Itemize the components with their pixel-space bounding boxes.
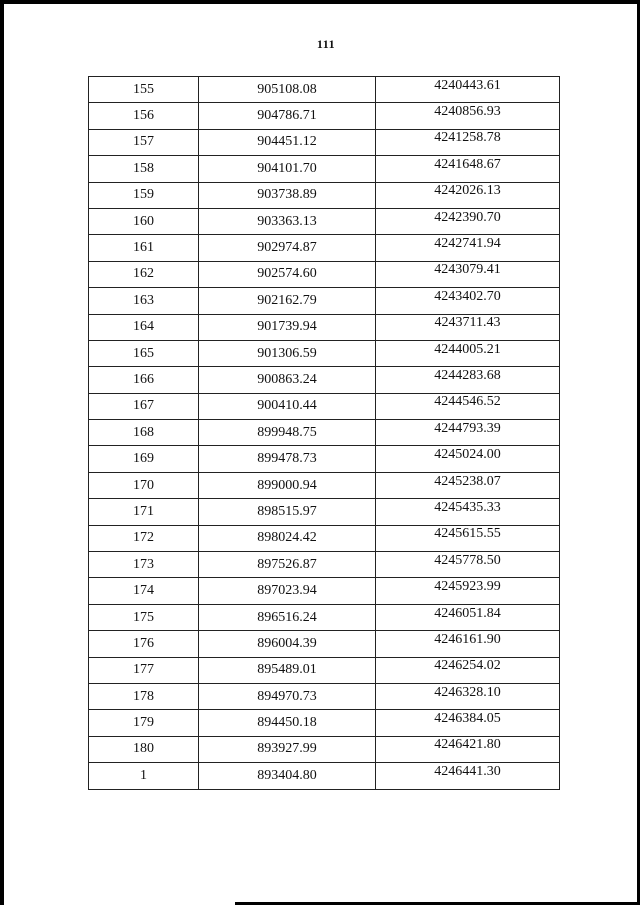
y-coordinate-cell (376, 156, 560, 182)
y-coordinate-cell (376, 499, 560, 525)
x-coordinate-cell: 897023.94 (199, 578, 376, 604)
point-number-cell: 165 (89, 340, 199, 366)
y-coordinate-value: 4245615.55 (434, 526, 501, 542)
y-coordinate-cell (376, 208, 560, 234)
point-number-cell: 170 (89, 472, 199, 498)
x-coordinate-cell: 903738.89 (199, 182, 376, 208)
y-coordinate-value: 4242026.13 (434, 183, 501, 199)
point-number-cell: 172 (89, 525, 199, 551)
y-coordinate-value: 4246161.90 (434, 631, 501, 647)
table-row (89, 657, 560, 683)
point-number-cell: 179 (89, 710, 199, 736)
y-coordinate-cell (376, 683, 560, 709)
x-coordinate-cell: 894970.73 (199, 683, 376, 709)
table-row (89, 631, 560, 657)
point-number-cell: 167 (89, 393, 199, 419)
scan-border-top (0, 0, 640, 4)
table-row (89, 736, 560, 762)
y-coordinate-cell (376, 129, 560, 155)
y-coordinate-cell (376, 182, 560, 208)
table-row (89, 261, 560, 287)
y-coordinate-cell (376, 710, 560, 736)
table-row (89, 420, 560, 446)
point-number-cell: 1 (89, 763, 199, 789)
y-coordinate-value: 4244005.21 (434, 341, 501, 357)
y-coordinate-value: 4245778.50 (434, 552, 501, 568)
y-coordinate-cell (376, 77, 560, 103)
y-coordinate-value: 4244793.39 (434, 420, 501, 436)
page-number: 111 (316, 37, 336, 51)
point-number-cell: 157 (89, 129, 199, 155)
scan-border-left (0, 0, 4, 905)
point-number-cell: 178 (89, 683, 199, 709)
y-coordinate-cell (376, 103, 560, 129)
y-coordinate-value: 4242741.94 (434, 236, 501, 252)
table-row (89, 235, 560, 261)
y-coordinate-cell (376, 420, 560, 446)
table-row (89, 683, 560, 709)
x-coordinate-cell: 894450.18 (199, 710, 376, 736)
y-coordinate-cell (376, 314, 560, 340)
point-number-cell: 163 (89, 288, 199, 314)
table-row (89, 578, 560, 604)
y-coordinate-value: 4244546.52 (434, 394, 501, 410)
x-coordinate-cell: 899000.94 (199, 472, 376, 498)
point-number-cell: 173 (89, 552, 199, 578)
point-number-cell: 161 (89, 235, 199, 261)
table-row (89, 156, 560, 182)
y-coordinate-cell (376, 657, 560, 683)
y-coordinate-cell (376, 367, 560, 393)
y-coordinate-value: 4246421.80 (434, 737, 501, 753)
point-number-cell: 177 (89, 657, 199, 683)
table-row (89, 763, 560, 789)
y-coordinate-value: 4240443.61 (434, 77, 501, 93)
y-coordinate-cell (376, 235, 560, 261)
point-number-cell: 162 (89, 261, 199, 287)
point-number-cell: 176 (89, 631, 199, 657)
y-coordinate-cell (376, 288, 560, 314)
y-coordinate-value: 4245923.99 (434, 579, 501, 595)
table-row (89, 472, 560, 498)
x-coordinate-cell: 901739.94 (199, 314, 376, 340)
x-coordinate-cell: 896516.24 (199, 604, 376, 630)
y-coordinate-cell (376, 261, 560, 287)
y-coordinate-cell (376, 446, 560, 472)
y-coordinate-value: 4240856.93 (434, 104, 501, 120)
table-row (89, 314, 560, 340)
x-coordinate-cell: 904101.70 (199, 156, 376, 182)
point-number-cell: 174 (89, 578, 199, 604)
y-coordinate-value: 4245024.00 (434, 447, 501, 463)
x-coordinate-cell: 902574.60 (199, 261, 376, 287)
y-coordinate-value: 4241258.78 (434, 130, 501, 146)
point-number-cell: 175 (89, 604, 199, 630)
x-coordinate-cell: 893927.99 (199, 736, 376, 762)
table-row (89, 552, 560, 578)
x-coordinate-cell: 899478.73 (199, 446, 376, 472)
point-number-cell: 159 (89, 182, 199, 208)
table-row (89, 182, 560, 208)
x-coordinate-cell: 895489.01 (199, 657, 376, 683)
y-coordinate-value: 4242390.70 (434, 209, 501, 225)
point-number-cell: 169 (89, 446, 199, 472)
point-number-cell: 156 (89, 103, 199, 129)
point-number-cell: 158 (89, 156, 199, 182)
x-coordinate-cell: 900410.44 (199, 393, 376, 419)
table-row (89, 499, 560, 525)
y-coordinate-value: 4246051.84 (434, 605, 501, 621)
table-row (89, 288, 560, 314)
point-number-cell: 171 (89, 499, 199, 525)
x-coordinate-cell: 900863.24 (199, 367, 376, 393)
x-coordinate-cell: 902162.79 (199, 288, 376, 314)
y-coordinate-cell (376, 736, 560, 762)
table-row (89, 393, 560, 419)
y-coordinate-value: 4245238.07 (434, 473, 501, 489)
y-coordinate-cell (376, 763, 560, 789)
point-number-cell: 180 (89, 736, 199, 762)
y-coordinate-value: 4244283.68 (434, 367, 501, 383)
y-coordinate-value: 4246328.10 (434, 684, 501, 700)
table-row (89, 77, 560, 103)
y-coordinate-value: 4245435.33 (434, 499, 501, 515)
table-row (89, 103, 560, 129)
y-coordinate-value: 4246441.30 (434, 763, 501, 779)
point-number-cell: 164 (89, 314, 199, 340)
y-coordinate-cell (376, 340, 560, 366)
x-coordinate-cell: 898024.42 (199, 525, 376, 551)
x-coordinate-cell: 904786.71 (199, 103, 376, 129)
point-number-cell: 168 (89, 420, 199, 446)
y-coordinate-value: 4246254.02 (434, 658, 501, 674)
x-coordinate-cell: 897526.87 (199, 552, 376, 578)
x-coordinate-cell: 903363.13 (199, 208, 376, 234)
x-coordinate-cell: 904451.12 (199, 129, 376, 155)
x-coordinate-cell: 896004.39 (199, 631, 376, 657)
x-coordinate-cell: 893404.80 (199, 763, 376, 789)
y-coordinate-cell (376, 525, 560, 551)
y-coordinate-cell (376, 631, 560, 657)
x-coordinate-cell: 899948.75 (199, 420, 376, 446)
x-coordinate-cell: 901306.59 (199, 340, 376, 366)
y-coordinate-cell (376, 472, 560, 498)
x-coordinate-cell: 902974.87 (199, 235, 376, 261)
table-row (89, 208, 560, 234)
y-coordinate-value: 4243711.43 (434, 315, 501, 331)
table-row (89, 604, 560, 630)
coordinates-table-body (89, 77, 560, 790)
y-coordinate-cell (376, 578, 560, 604)
y-coordinate-cell (376, 552, 560, 578)
y-coordinate-cell (376, 604, 560, 630)
coordinates-table (88, 76, 560, 790)
table-row (89, 446, 560, 472)
y-coordinate-value: 4243402.70 (434, 288, 501, 304)
table-row (89, 367, 560, 393)
table-row (89, 129, 560, 155)
table-row (89, 340, 560, 366)
y-coordinate-value: 4246384.05 (434, 711, 501, 727)
y-coordinate-value: 4243079.41 (434, 262, 501, 278)
y-coordinate-value: 4241648.67 (434, 156, 501, 172)
point-number-cell: 166 (89, 367, 199, 393)
table-row (89, 710, 560, 736)
point-number-cell: 155 (89, 77, 199, 103)
x-coordinate-cell: 898515.97 (199, 499, 376, 525)
y-coordinate-cell (376, 393, 560, 419)
point-number-cell: 160 (89, 208, 199, 234)
table-row (89, 525, 560, 551)
x-coordinate-cell: 905108.08 (199, 77, 376, 103)
